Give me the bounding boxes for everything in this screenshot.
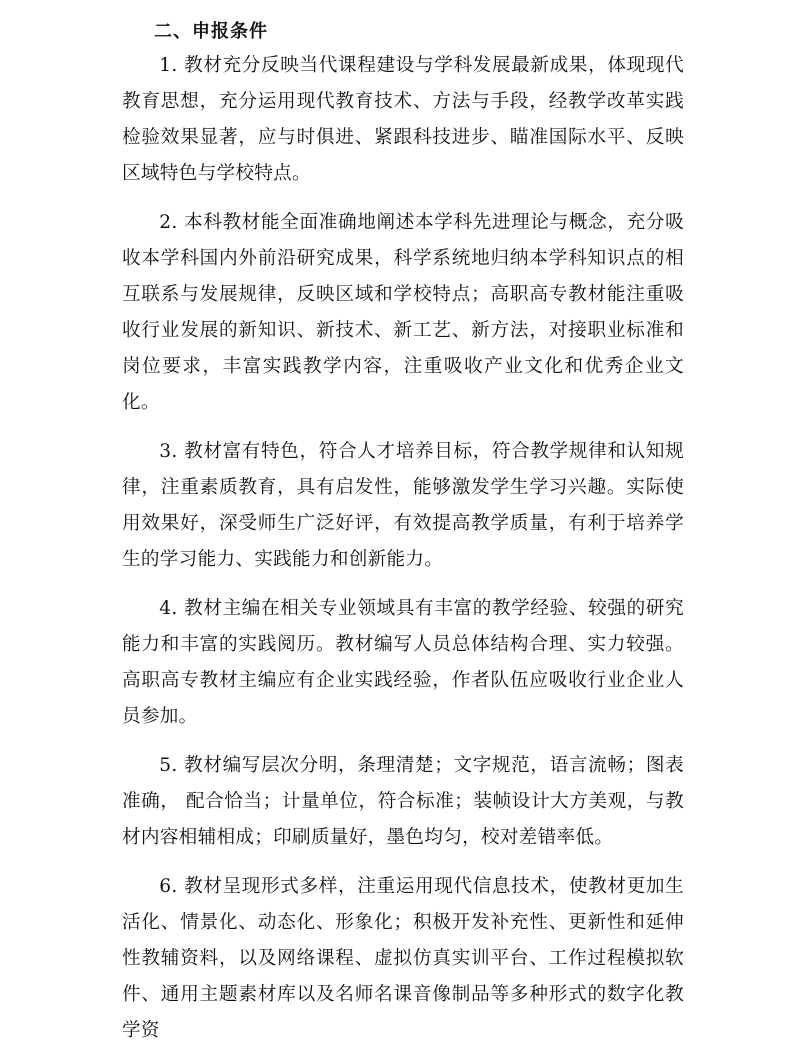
- condition-paragraph-1: 1. 教材充分反映当代课程建设与学科发展最新成果，体现现代教育思想，充分运用现代教育技术、方法与手段，经教学改革实践检验效果显著，应与时俱进、紧跟科技进步、瞄准国际水平、反映区域特色与学校特点。: [122, 55, 684, 184]
- condition-paragraph-4: 4. 教材主编在相关专业领域具有丰富的教学经验、较强的研究能力和丰富的实践阅历。教材编写人员总体结构合理、实力较强。高职高专教材主编应有企业实践经验，作者队伍应吸收行业企业人员参加。: [122, 598, 684, 727]
- document-page: [122, 16, 684, 1049]
- condition-paragraph-5: 5. 教材编写层次分明，条理清楚；文字规范，语言流畅；图表准确， 配合恰当；计量单位，符合标准；装帧设计大方美观，与教材内容相辅相成；印刷质量好，墨色均匀，校对差错率低。: [122, 755, 684, 848]
- condition-paragraph-2: 2. 本科教材能全面准确地阐述本学科先进理论与概念，充分吸收本学科国内外前沿研究成果，科学系统地归纳本学科知识点的相互联系与发展规律，反映区域和学校特点；高职高专教材能注重吸收行业发展的新知识、新技术、新工艺、新方法，对接职业标准和岗位要求，丰富实践教学内容，注重吸收产业文化和优秀企业文化。: [122, 212, 684, 413]
- condition-paragraph-6: 6. 教材呈现形式多样，注重运用现代信息技术，使教材更加生活化、情景化、动态化、形象化；积极开发补充性、更新性和延伸性教辅资料，以及网络课程、虚拟仿真实训平台、工作过程模拟软件、通用主题素材库以及名师名课音像制品等多种形式的数字化教学资: [122, 876, 684, 1041]
- section-heading: 二、申报条件: [154, 21, 268, 42]
- condition-paragraph-3: 3. 教材富有特色，符合人才培养目标，符合教学规律和认知规律，注重素质教育，具有启发性，能够激发学生学习兴趣。实际使用效果好，深受师生广泛好评，有效提高教学质量，有利于培养学生的学习能力、实践能力和创新能力。: [122, 441, 684, 570]
